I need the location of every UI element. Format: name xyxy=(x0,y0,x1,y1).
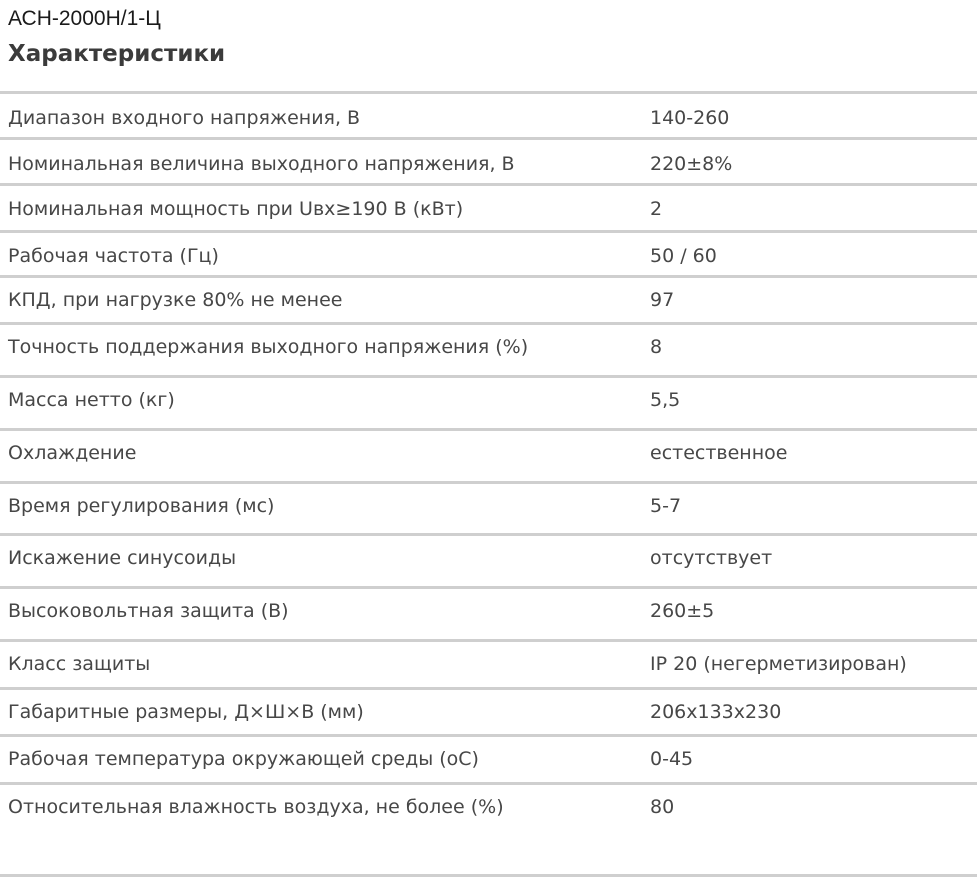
specs-table xyxy=(0,91,977,830)
spec-row xyxy=(0,91,977,137)
spec-value: 2 xyxy=(650,198,663,220)
spec-value: 0-45 xyxy=(650,748,694,770)
spec-row xyxy=(0,782,977,830)
spec-value: 97 xyxy=(650,289,675,311)
spec-label: Точность поддержания выходного напряжения (%) xyxy=(8,336,529,358)
spec-value: 206x133x230 xyxy=(650,701,782,723)
spec-label: Рабочая частота (Гц) xyxy=(8,245,219,267)
spec-row xyxy=(0,586,977,639)
spec-label: Рабочая температура окружающей среды (оС) xyxy=(8,748,479,770)
spec-value: IP 20 (негерметизирован) xyxy=(650,653,907,675)
spec-row xyxy=(0,533,977,586)
spec-value: естественное xyxy=(650,442,788,464)
spec-row xyxy=(0,481,977,533)
spec-label: Номинальная мощность при Uвх≥190 В (кВт) xyxy=(8,198,464,220)
bottom-divider xyxy=(0,874,977,877)
spec-label: Номинальная величина выходного напряжения, В xyxy=(8,153,515,175)
spec-value: 8 xyxy=(650,336,663,358)
spec-row xyxy=(0,137,977,183)
spec-label: Высоковольтная защита (В) xyxy=(8,600,289,622)
spec-value: 140-260 xyxy=(650,107,730,129)
spec-label: Время регулирования (мс) xyxy=(8,495,275,517)
spec-row xyxy=(0,183,977,230)
spec-value: 260±5 xyxy=(650,600,715,622)
spec-value: 220±8% xyxy=(650,153,733,175)
spec-row xyxy=(0,734,977,782)
spec-label: Диапазон входного напряжения, В xyxy=(8,107,361,129)
section-title: Характеристики xyxy=(8,41,226,67)
spec-row xyxy=(0,230,977,275)
spec-value: 50 / 60 xyxy=(650,245,717,267)
spec-label: Масса нетто (кг) xyxy=(8,389,175,411)
spec-row xyxy=(0,428,977,481)
spec-label: КПД, при нагрузке 80% не менее xyxy=(8,289,343,311)
spec-label: Искажение синусоиды xyxy=(8,547,237,569)
spec-row xyxy=(0,687,977,734)
spec-row xyxy=(0,275,977,322)
product-model: АСН-2000Н/1-Ц xyxy=(8,7,161,30)
spec-row xyxy=(0,375,977,428)
spec-value: 5,5 xyxy=(650,389,681,411)
spec-value: отсутствует xyxy=(650,547,773,569)
spec-label: Габаритные размеры, Д×Ш×В (мм) xyxy=(8,701,364,723)
spec-row xyxy=(0,322,977,375)
spec-label: Охлаждение xyxy=(8,442,137,464)
spec-row xyxy=(0,639,977,687)
spec-label: Класс защиты xyxy=(8,653,151,675)
spec-value: 5-7 xyxy=(650,495,682,517)
spec-label: Относительная влажность воздуха, не более (%) xyxy=(8,796,504,818)
spec-value: 80 xyxy=(650,796,675,818)
